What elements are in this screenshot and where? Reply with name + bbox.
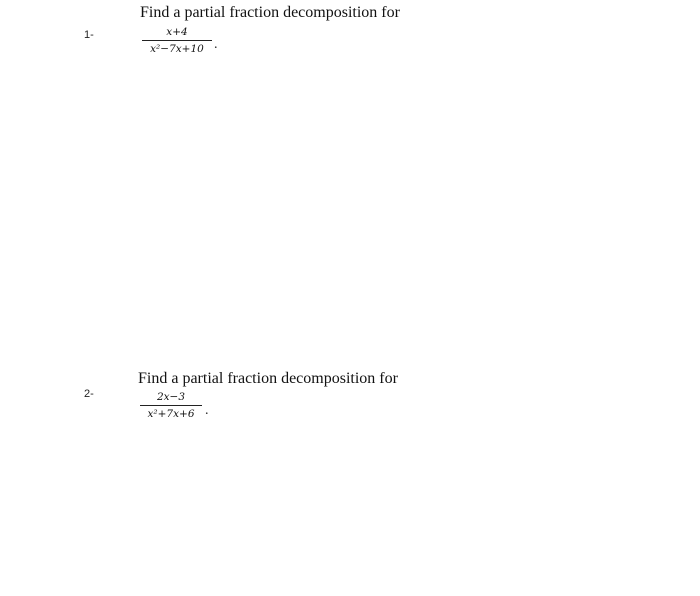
fraction-numerator: x+4 xyxy=(166,26,188,38)
problem-number: 2- xyxy=(84,388,94,400)
fraction-denominator: x²+7x+6 xyxy=(147,408,195,420)
problem-number: 1- xyxy=(84,29,94,41)
fraction-denominator: x²−7x+10 xyxy=(150,43,204,55)
trailing-period: . xyxy=(205,403,209,418)
fraction-numerator: 2x−3 xyxy=(156,391,186,403)
fraction xyxy=(140,391,202,420)
fraction xyxy=(142,26,212,55)
trailing-period: . xyxy=(214,37,218,52)
problem-prompt: Find a partial fraction decomposition for xyxy=(138,370,398,387)
problem-prompt: Find a partial fraction decomposition for xyxy=(140,4,400,21)
